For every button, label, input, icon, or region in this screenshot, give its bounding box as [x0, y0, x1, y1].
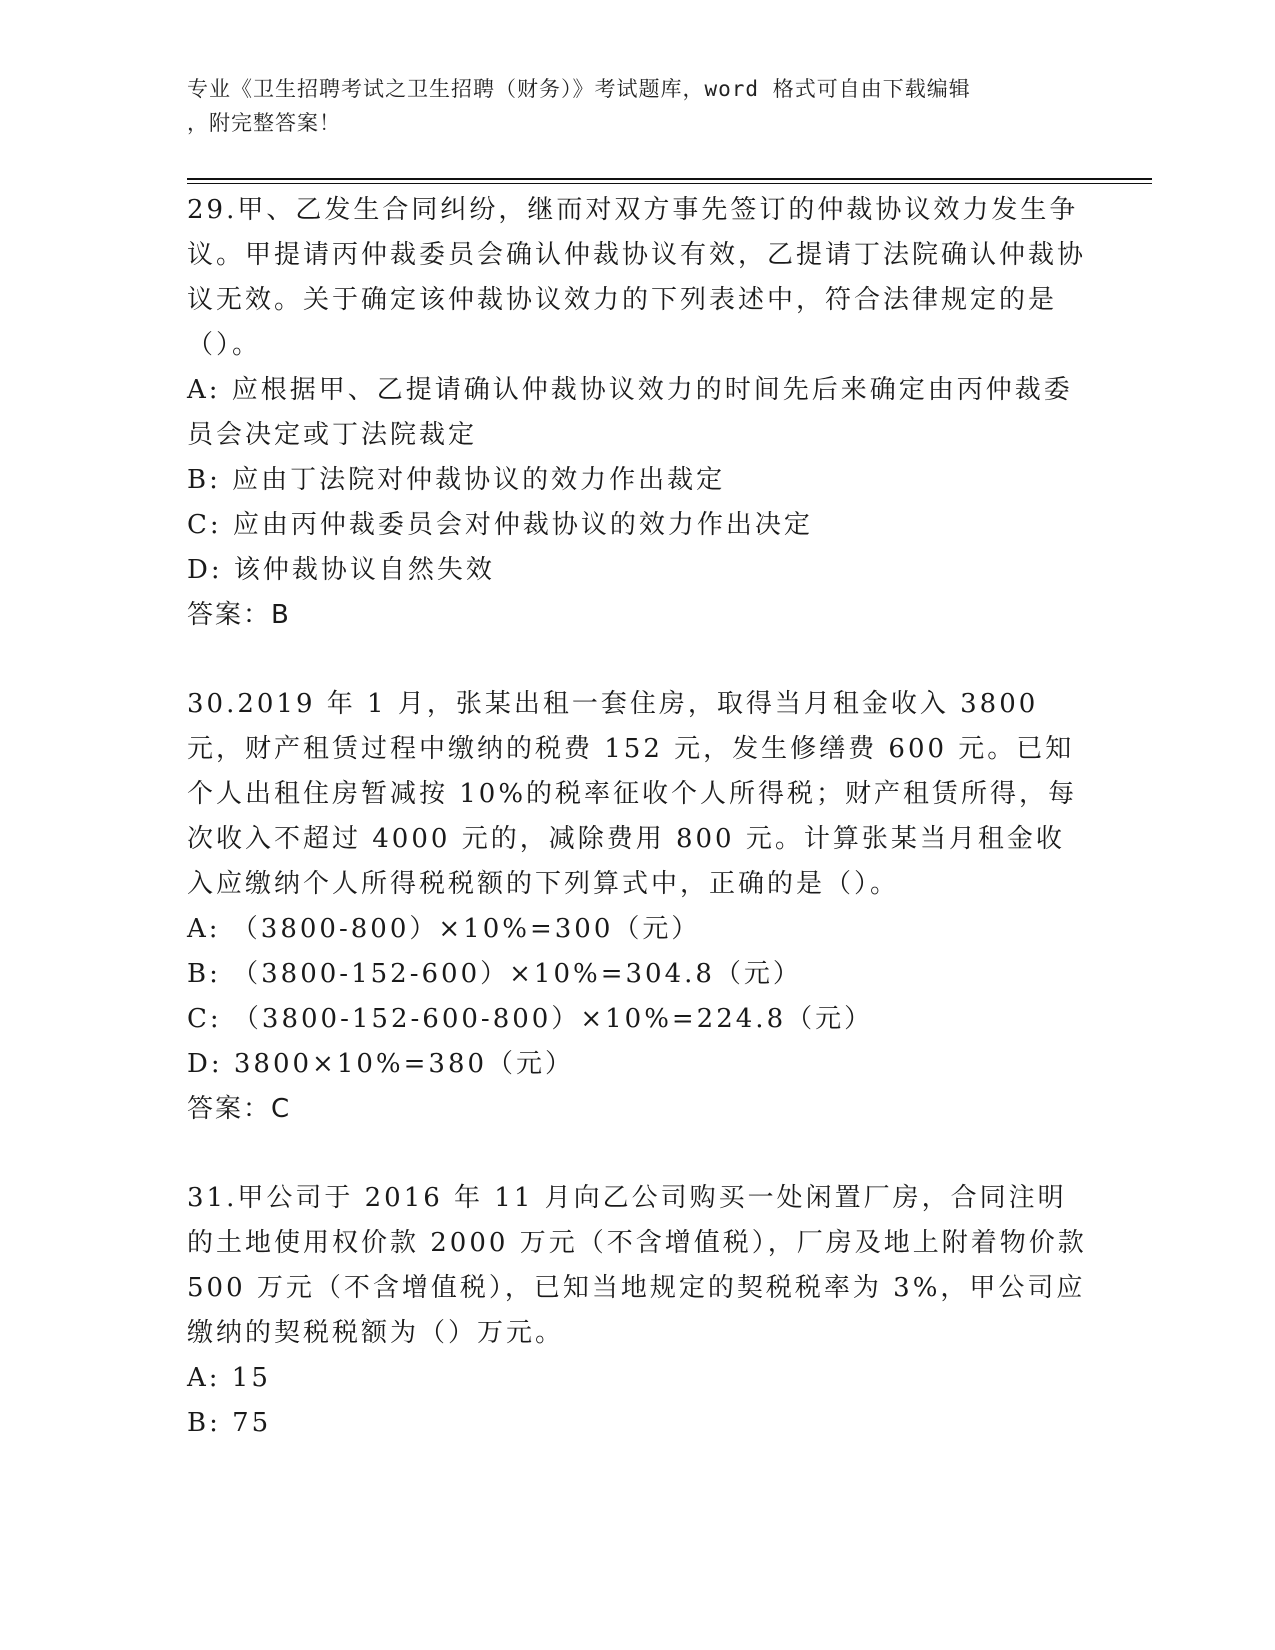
document-header: [187, 72, 1077, 140]
header-divider-thin: [187, 183, 1152, 184]
option-b: B: 应由丁法院对仲裁协议的效力作出裁定: [187, 465, 726, 495]
question-stem: 29.甲、乙发生合同纠纷，继而对双方事先签订的仲裁协议效力发生争议。甲提请丙仲裁委员会确认仲裁协议有效，乙提请丁法院确认仲裁协议无效。关于确定该仲裁协议效力的下列表述中，符合法律规定的是（）。: [187, 195, 1087, 360]
option-d: D: 该仲裁协议自然失效: [187, 555, 495, 585]
question-stem: 31.甲公司于 2016 年 11 月向乙公司购买一处闲置厂房，合同注明的土地使用权价款 2000 万元（不含增值税），厂房及地上附着物价款 500 万元（不含增值税），已知当地规定的契税税率为 3%，甲公司应缴纳的契税税额为（）万元。: [187, 1183, 1087, 1348]
option-a: A: 15: [187, 1363, 271, 1393]
option-d: D: 3800×10%=380（元）: [187, 1049, 575, 1079]
question-31: [187, 1176, 1087, 1446]
header-line-2: ，附完整答案！: [187, 111, 341, 135]
option-b: B: 75: [187, 1408, 272, 1438]
question-29: [187, 188, 1087, 638]
header-line-1: 专业《卫生招聘考试之卫生招聘（财务）》考试题库，word 格式可自由下载编辑: [187, 77, 971, 101]
question-stem: 30.2019 年 1 月，张某出租一套住房，取得当月租金收入 3800 元，财产租赁过程中缴纳的税费 152 元，发生修缮费 600 元。已知个人出租住房暂减按 10%的税率征收个人所得税；财产租赁所得，每次收入不超过 4000 元的，减除费用 800 元。计算张某当月租金收入应缴纳个人所得税税额的下列算式中，正确的是（）。: [187, 689, 1078, 899]
option-a: A: 应根据甲、乙提请确认仲裁协议效力的时间先后来确定由丙仲裁委员会决定或丁法院裁定: [187, 375, 1073, 450]
option-c: C: （3800-152-600-800）×10%=224.8（元）: [187, 1004, 874, 1034]
header-divider-thick: [187, 178, 1152, 180]
option-b: B: （3800-152-600）×10%=304.8（元）: [187, 959, 802, 989]
question-30: [187, 682, 1087, 1132]
option-a: A: （3800-800）×10%=300（元）: [187, 914, 701, 944]
option-c: C: 应由丙仲裁委员会对仲裁协议的效力作出决定: [187, 510, 813, 540]
answer-label: 答案：C: [187, 1094, 292, 1124]
answer-label: 答案：B: [187, 600, 291, 630]
question-list: [187, 188, 1087, 1490]
